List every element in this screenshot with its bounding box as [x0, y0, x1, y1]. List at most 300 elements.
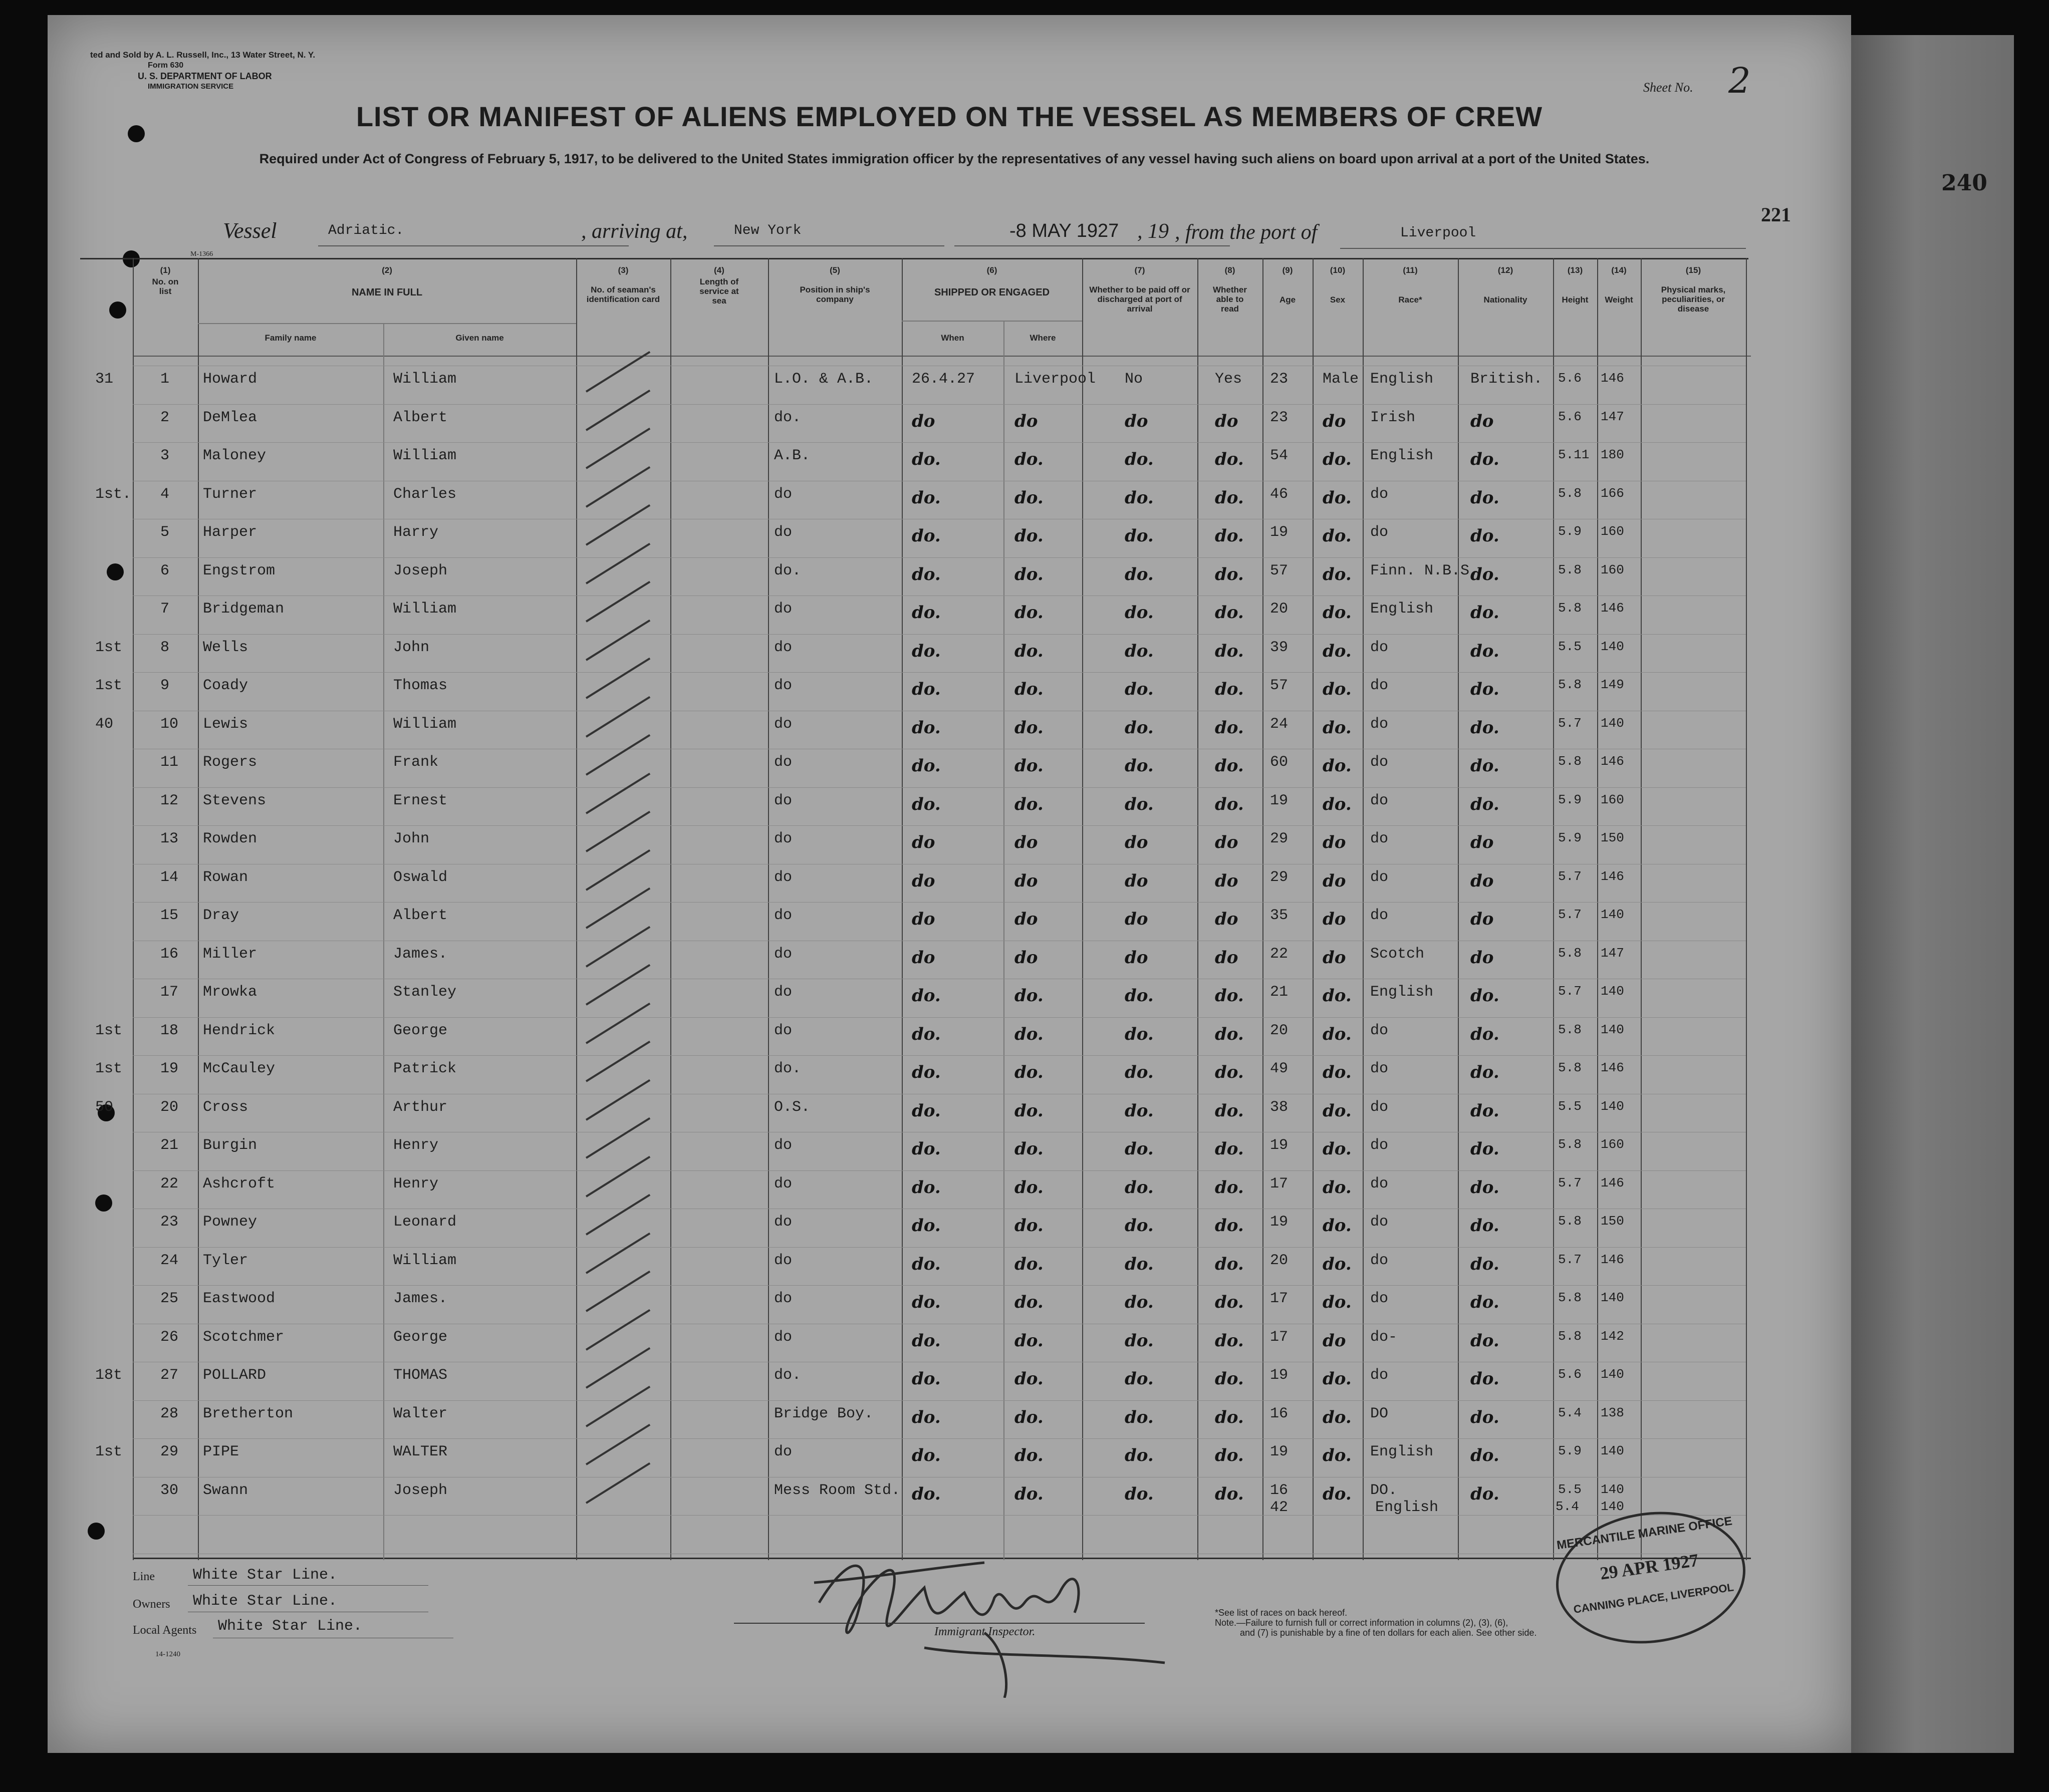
row-number: 15	[160, 907, 179, 924]
nationality: do.	[1470, 679, 1499, 699]
shipped-when: do.	[912, 756, 941, 776]
family-name: Cross	[203, 1098, 248, 1116]
sex: do.	[1323, 564, 1352, 584]
nationality: do.	[1470, 1062, 1499, 1082]
sheet-number: 2	[1728, 60, 1751, 101]
weight: 180	[1601, 447, 1624, 462]
able-to-read: do.	[1215, 1445, 1244, 1465]
given-name: James.	[393, 1290, 448, 1307]
race: do	[1370, 907, 1389, 924]
position: do	[774, 945, 793, 963]
shipped-where: do.	[1014, 1292, 1044, 1312]
col13-header: (13) Height	[1562, 265, 1589, 305]
shipped-when: do.	[912, 679, 941, 699]
shipped-where: do.	[1014, 1062, 1044, 1082]
paid-off: do.	[1125, 1330, 1154, 1351]
given-name: Thomas	[393, 677, 448, 694]
shipped-where: do	[1014, 411, 1038, 431]
shipped-when: do.	[912, 526, 941, 546]
paid-off: do	[1125, 832, 1148, 852]
sex: do	[1323, 909, 1346, 929]
row-rule	[133, 442, 1746, 443]
sex: do	[1323, 832, 1346, 852]
height: 5.8	[1558, 1328, 1582, 1344]
col-line	[576, 258, 577, 1560]
given-name: James.	[393, 945, 448, 963]
row-rule	[133, 902, 1746, 903]
sex: do.	[1323, 1216, 1352, 1236]
row-rule	[133, 787, 1746, 788]
height: 5.8	[1558, 562, 1582, 577]
paid-off: do	[1125, 870, 1148, 891]
check-mark-icon	[586, 466, 650, 507]
race: do	[1370, 1137, 1389, 1154]
row-number: 5	[160, 524, 170, 541]
height: 5.5	[1558, 639, 1582, 654]
col9-header: (9) Age	[1279, 265, 1296, 305]
extra-race: English	[1375, 1499, 1439, 1516]
vessel-label: Vessel	[223, 218, 277, 243]
nationality: do.	[1470, 986, 1499, 1006]
age: 19	[1270, 792, 1289, 809]
weight: 140	[1601, 1098, 1624, 1114]
age: 54	[1270, 447, 1289, 464]
weight: 146	[1601, 1175, 1624, 1190]
shipped-when: do.	[912, 1177, 941, 1198]
col8-header: (8) Whether able to read	[1213, 265, 1247, 314]
position: do	[774, 677, 793, 694]
weight: 160	[1601, 562, 1624, 577]
shipped-where: do	[1014, 947, 1038, 968]
margin-note: 1st.	[95, 485, 132, 503]
shipped-where: do.	[1014, 1100, 1044, 1121]
nationality: do.	[1470, 1024, 1499, 1044]
check-mark-icon	[586, 1347, 650, 1389]
height: 5.9	[1558, 1443, 1582, 1458]
row-number: 11	[160, 754, 179, 771]
nationality: do.	[1470, 1330, 1499, 1351]
where-header: Where	[1030, 333, 1056, 343]
nationality: do.	[1470, 1407, 1499, 1427]
col3-header: (3) No. of seaman's identification card	[586, 265, 660, 304]
shipped-where: do.	[1014, 564, 1044, 584]
shipped-when: 26.4.27	[912, 371, 975, 388]
height: 5.7	[1558, 1175, 1582, 1190]
col-line	[1597, 258, 1598, 1560]
shipped-when: do.	[912, 487, 941, 508]
paid-off: do.	[1125, 641, 1154, 661]
weight: 140	[1601, 1443, 1624, 1458]
paid-off: do.	[1125, 1292, 1154, 1312]
shipped-where: do.	[1014, 986, 1044, 1006]
race: do	[1370, 754, 1389, 771]
height: 5.8	[1558, 601, 1582, 616]
shipped-where: do.	[1014, 603, 1044, 623]
weight: 140	[1601, 1290, 1624, 1305]
age: 16	[1270, 1481, 1289, 1499]
row-number: 23	[160, 1214, 179, 1231]
sex: do.	[1323, 641, 1352, 661]
form-code: M-1366	[190, 250, 213, 258]
extra-height: 5.4	[1556, 1499, 1579, 1514]
family-name: Rogers	[203, 754, 258, 771]
weight: 160	[1601, 1137, 1624, 1152]
row-number: 1	[160, 371, 170, 388]
margin-note: 18t	[95, 1367, 123, 1384]
age: 23	[1270, 409, 1289, 426]
paid-off: do.	[1125, 1024, 1154, 1044]
check-mark-icon	[586, 1117, 650, 1159]
row-rule	[133, 634, 1746, 635]
position: do	[774, 524, 793, 541]
check-mark-icon	[586, 428, 650, 469]
race: Irish	[1370, 409, 1416, 426]
line-label: Line	[133, 1570, 155, 1583]
check-mark-icon	[586, 734, 650, 776]
race: English	[1370, 1443, 1434, 1460]
family-name: Stevens	[203, 792, 267, 809]
height: 5.6	[1558, 409, 1582, 424]
nationality: British.	[1470, 371, 1543, 388]
footer-form-code: 14-1240	[155, 1650, 180, 1658]
weight: 140	[1601, 984, 1624, 999]
position: do	[774, 1175, 793, 1192]
name-subheader-line	[198, 323, 576, 324]
sex: do	[1323, 411, 1346, 431]
col-line	[1313, 258, 1314, 1560]
able-to-read: Yes	[1215, 371, 1242, 388]
age: 19	[1270, 1367, 1289, 1384]
col-line	[383, 323, 384, 1560]
race: do	[1370, 792, 1389, 809]
given-name: Walter	[393, 1405, 448, 1422]
col-line	[768, 258, 769, 1560]
age: 29	[1270, 830, 1289, 847]
from-port: Liverpool	[1400, 225, 1476, 241]
height: 5.7	[1558, 715, 1582, 731]
height: 5.7	[1558, 984, 1582, 999]
page-number: 221	[1761, 203, 1791, 226]
row-rule	[133, 1400, 1746, 1401]
check-mark-icon	[586, 1002, 650, 1044]
check-mark-icon	[586, 1079, 650, 1120]
family-name: Rowden	[203, 830, 258, 847]
col-line	[1458, 258, 1459, 1560]
paid-off: do.	[1125, 756, 1154, 776]
row-number: 24	[160, 1252, 179, 1269]
check-mark-icon	[586, 1385, 650, 1427]
shipped-where: do.	[1014, 641, 1044, 661]
able-to-read: do.	[1215, 1024, 1244, 1044]
able-to-read: do.	[1215, 603, 1244, 623]
footnote-penalty-1: Note.—Failure to furnish full or correct information in columns (2), (3), (6),	[1215, 1618, 1508, 1628]
shipped-when: do.	[912, 1062, 941, 1082]
given-name: Harry	[393, 524, 439, 541]
punch-hole	[109, 302, 126, 319]
next-page-number: 240	[1941, 170, 1987, 196]
col2-header: (2) NAME IN FULL	[351, 265, 423, 298]
family-name: Lewis	[203, 715, 248, 733]
paid-off: do.	[1125, 1445, 1154, 1465]
position: Mess Room Std.	[774, 1481, 901, 1499]
height: 5.11	[1558, 447, 1590, 462]
nationality: do.	[1470, 794, 1499, 814]
race: do	[1370, 1367, 1389, 1384]
position: do	[774, 1022, 793, 1039]
position: do	[774, 830, 793, 847]
nationality: do.	[1470, 1177, 1499, 1198]
height: 5.8	[1558, 945, 1582, 961]
weight: 138	[1601, 1405, 1624, 1420]
given-name: Arthur	[393, 1098, 448, 1116]
able-to-read: do	[1215, 947, 1238, 968]
paid-off: do.	[1125, 1369, 1154, 1389]
agents-label: Local Agents	[133, 1624, 197, 1637]
position: do	[774, 754, 793, 771]
family-name: Hendrick	[203, 1022, 276, 1039]
given-name: Frank	[393, 754, 439, 771]
nationality: do.	[1470, 1369, 1499, 1389]
sex: do.	[1323, 986, 1352, 1006]
row-number: 22	[160, 1175, 179, 1192]
shipped-when: do.	[912, 1100, 941, 1121]
weight: 166	[1601, 485, 1624, 501]
row-number: 9	[160, 677, 170, 694]
margin-note: 1st	[95, 1022, 123, 1039]
check-mark-icon	[586, 1271, 650, 1312]
punch-hole	[107, 563, 124, 580]
race: do	[1370, 1098, 1389, 1116]
able-to-read: do.	[1215, 1292, 1244, 1312]
shipped-where: do.	[1014, 1369, 1044, 1389]
shipped-where: do.	[1014, 487, 1044, 508]
shipped-where: do.	[1014, 1139, 1044, 1159]
nationality: do	[1470, 947, 1494, 968]
family-name: Dray	[203, 907, 239, 924]
col-line	[1363, 258, 1364, 1560]
height: 5.6	[1558, 371, 1582, 386]
race: do	[1370, 1252, 1389, 1269]
row-rule	[133, 1515, 1746, 1516]
row-number: 17	[160, 984, 179, 1001]
vessel-underline	[318, 245, 629, 246]
family-name: Bretherton	[203, 1405, 294, 1422]
shipped-when: do.	[912, 449, 941, 469]
check-mark-icon	[586, 658, 650, 699]
given-name: Albert	[393, 409, 448, 426]
position: do	[774, 1443, 793, 1460]
row-number: 27	[160, 1367, 179, 1384]
position: do.	[774, 1060, 802, 1077]
row-number: 29	[160, 1443, 179, 1460]
age: 21	[1270, 984, 1289, 1001]
sex: do.	[1323, 1407, 1352, 1427]
row-rule	[133, 595, 1746, 596]
shipped-when: do.	[912, 986, 941, 1006]
paid-off: do	[1125, 947, 1148, 968]
family-name: Ashcroft	[203, 1175, 276, 1192]
paid-off: do	[1125, 411, 1148, 431]
nationality: do.	[1470, 641, 1499, 661]
sex: do.	[1323, 449, 1352, 469]
family-name: DeMlea	[203, 409, 258, 426]
shipped-when: do.	[912, 564, 941, 584]
position: O.S.	[774, 1098, 811, 1116]
able-to-read: do.	[1215, 1254, 1244, 1274]
col-line	[670, 258, 671, 1560]
year-label: , 19	[1137, 220, 1169, 243]
given-name: John	[393, 830, 430, 847]
check-mark-icon	[586, 542, 650, 584]
margin-note: 1st	[95, 1443, 123, 1460]
height: 5.8	[1558, 754, 1582, 769]
shipped-where: Liverpool	[1014, 371, 1096, 388]
able-to-read: do	[1215, 870, 1238, 891]
sex: do.	[1323, 1369, 1352, 1389]
age: 16	[1270, 1405, 1289, 1422]
check-mark-icon	[586, 1194, 650, 1236]
height: 5.8	[1558, 677, 1582, 692]
sex: do.	[1323, 756, 1352, 776]
height: 5.8	[1558, 1022, 1582, 1037]
given-name: Leonard	[393, 1214, 457, 1231]
paid-off: do.	[1125, 794, 1154, 814]
col7-header: (7) Whether to be paid off or discharged at port of arrival	[1089, 265, 1190, 314]
age: 35	[1270, 907, 1289, 924]
col4-header: (4) Length of service at sea	[699, 265, 739, 306]
position: do.	[774, 562, 802, 579]
punch-hole	[88, 1523, 105, 1540]
race: Scotch	[1370, 945, 1425, 963]
form-number: Form 630	[148, 61, 184, 70]
shipped-when: do.	[912, 794, 941, 814]
weight: 149	[1601, 677, 1624, 692]
check-mark-icon	[586, 389, 650, 431]
race: do	[1370, 715, 1389, 733]
col10-header: (10) Sex	[1330, 265, 1346, 305]
date-underline	[954, 245, 1230, 246]
family-name: McCauley	[203, 1060, 276, 1077]
check-mark-icon	[586, 504, 650, 546]
sex: do.	[1323, 679, 1352, 699]
arrival-date: -8 MAY 1927	[1009, 220, 1119, 241]
shipped-where: do.	[1014, 526, 1044, 546]
age: 17	[1270, 1328, 1289, 1346]
sex: do	[1323, 1330, 1346, 1351]
from-label: , from the port of	[1175, 221, 1318, 244]
row-rule	[133, 672, 1746, 673]
row-number: 4	[160, 485, 170, 503]
given-name: George	[393, 1328, 448, 1346]
nationality: do	[1470, 411, 1494, 431]
sex: Male	[1323, 371, 1359, 388]
row-number: 25	[160, 1290, 179, 1307]
signature-line	[734, 1623, 1145, 1624]
position: L.O. & A.B.	[774, 371, 874, 388]
shipped-when: do.	[912, 1330, 941, 1351]
age: 17	[1270, 1290, 1289, 1307]
page-title: LIST OR MANIFEST OF ALIENS EMPLOYED ON THE VESSEL AS MEMBERS OF CREW	[356, 101, 1543, 132]
able-to-read: do.	[1215, 756, 1244, 776]
shipped-when: do.	[912, 641, 941, 661]
family-name: Miller	[203, 945, 258, 963]
shipped-when: do.	[912, 603, 941, 623]
shipped-where: do.	[1014, 1177, 1044, 1198]
able-to-read: do.	[1215, 1177, 1244, 1198]
position: Bridge Boy.	[774, 1405, 874, 1422]
weight: 147	[1601, 409, 1624, 424]
paid-off: do.	[1125, 1483, 1154, 1504]
family-name: Eastwood	[203, 1290, 276, 1307]
shipped-when: do.	[912, 1483, 941, 1504]
check-mark-icon	[586, 887, 650, 929]
shipped-where: do	[1014, 870, 1038, 891]
vessel-name: Adriatic.	[328, 223, 404, 238]
nationality: do.	[1470, 603, 1499, 623]
family-name-header: Family name	[265, 333, 317, 343]
table-top-border	[80, 258, 1748, 259]
family-name: Engstrom	[203, 562, 276, 579]
nationality: do.	[1470, 1139, 1499, 1159]
age: 60	[1270, 754, 1289, 771]
shipped-where: do	[1014, 909, 1038, 929]
height: 5.9	[1558, 830, 1582, 845]
given-name: George	[393, 1022, 448, 1039]
race: do	[1370, 868, 1389, 886]
paid-off: do.	[1125, 986, 1154, 1006]
race: do	[1370, 830, 1389, 847]
row-rule	[133, 557, 1746, 558]
weight: 140	[1601, 1367, 1624, 1382]
race: DO.	[1370, 1481, 1398, 1499]
race: DO	[1370, 1405, 1389, 1422]
shipped-where: do.	[1014, 1330, 1044, 1351]
row-number: 8	[160, 639, 170, 656]
race: do	[1370, 1060, 1389, 1077]
arriving-label: , arriving at,	[581, 220, 688, 243]
shipped-where: do.	[1014, 1483, 1044, 1504]
shipped-where: do.	[1014, 717, 1044, 738]
age: 20	[1270, 1022, 1289, 1039]
check-mark-icon	[586, 1155, 650, 1197]
row-rule	[133, 1285, 1746, 1286]
manifest-sheet	[48, 15, 1851, 1753]
position: do	[774, 715, 793, 733]
sex: do.	[1323, 1062, 1352, 1082]
sex: do.	[1323, 717, 1352, 738]
shipped-where: do.	[1014, 756, 1044, 776]
age: 57	[1270, 562, 1289, 579]
weight: 140	[1601, 1022, 1624, 1037]
given-name: William	[393, 1252, 457, 1269]
margin-note: 1st	[95, 639, 123, 656]
family-name: POLLARD	[203, 1367, 267, 1384]
row-number: 13	[160, 830, 179, 847]
row-rule	[133, 1170, 1746, 1171]
check-mark-icon	[586, 351, 650, 393]
shipped-when: do	[912, 832, 935, 852]
nationality: do	[1470, 870, 1494, 891]
sex: do.	[1323, 526, 1352, 546]
row-number: 26	[160, 1328, 179, 1346]
col-line	[133, 258, 134, 1560]
family-name: Turner	[203, 485, 258, 503]
nationality: do.	[1470, 1445, 1499, 1465]
given-name: Stanley	[393, 984, 457, 1001]
able-to-read: do.	[1215, 1483, 1244, 1504]
sheet-label: Sheet No.	[1643, 80, 1693, 95]
height: 5.4	[1558, 1405, 1582, 1420]
